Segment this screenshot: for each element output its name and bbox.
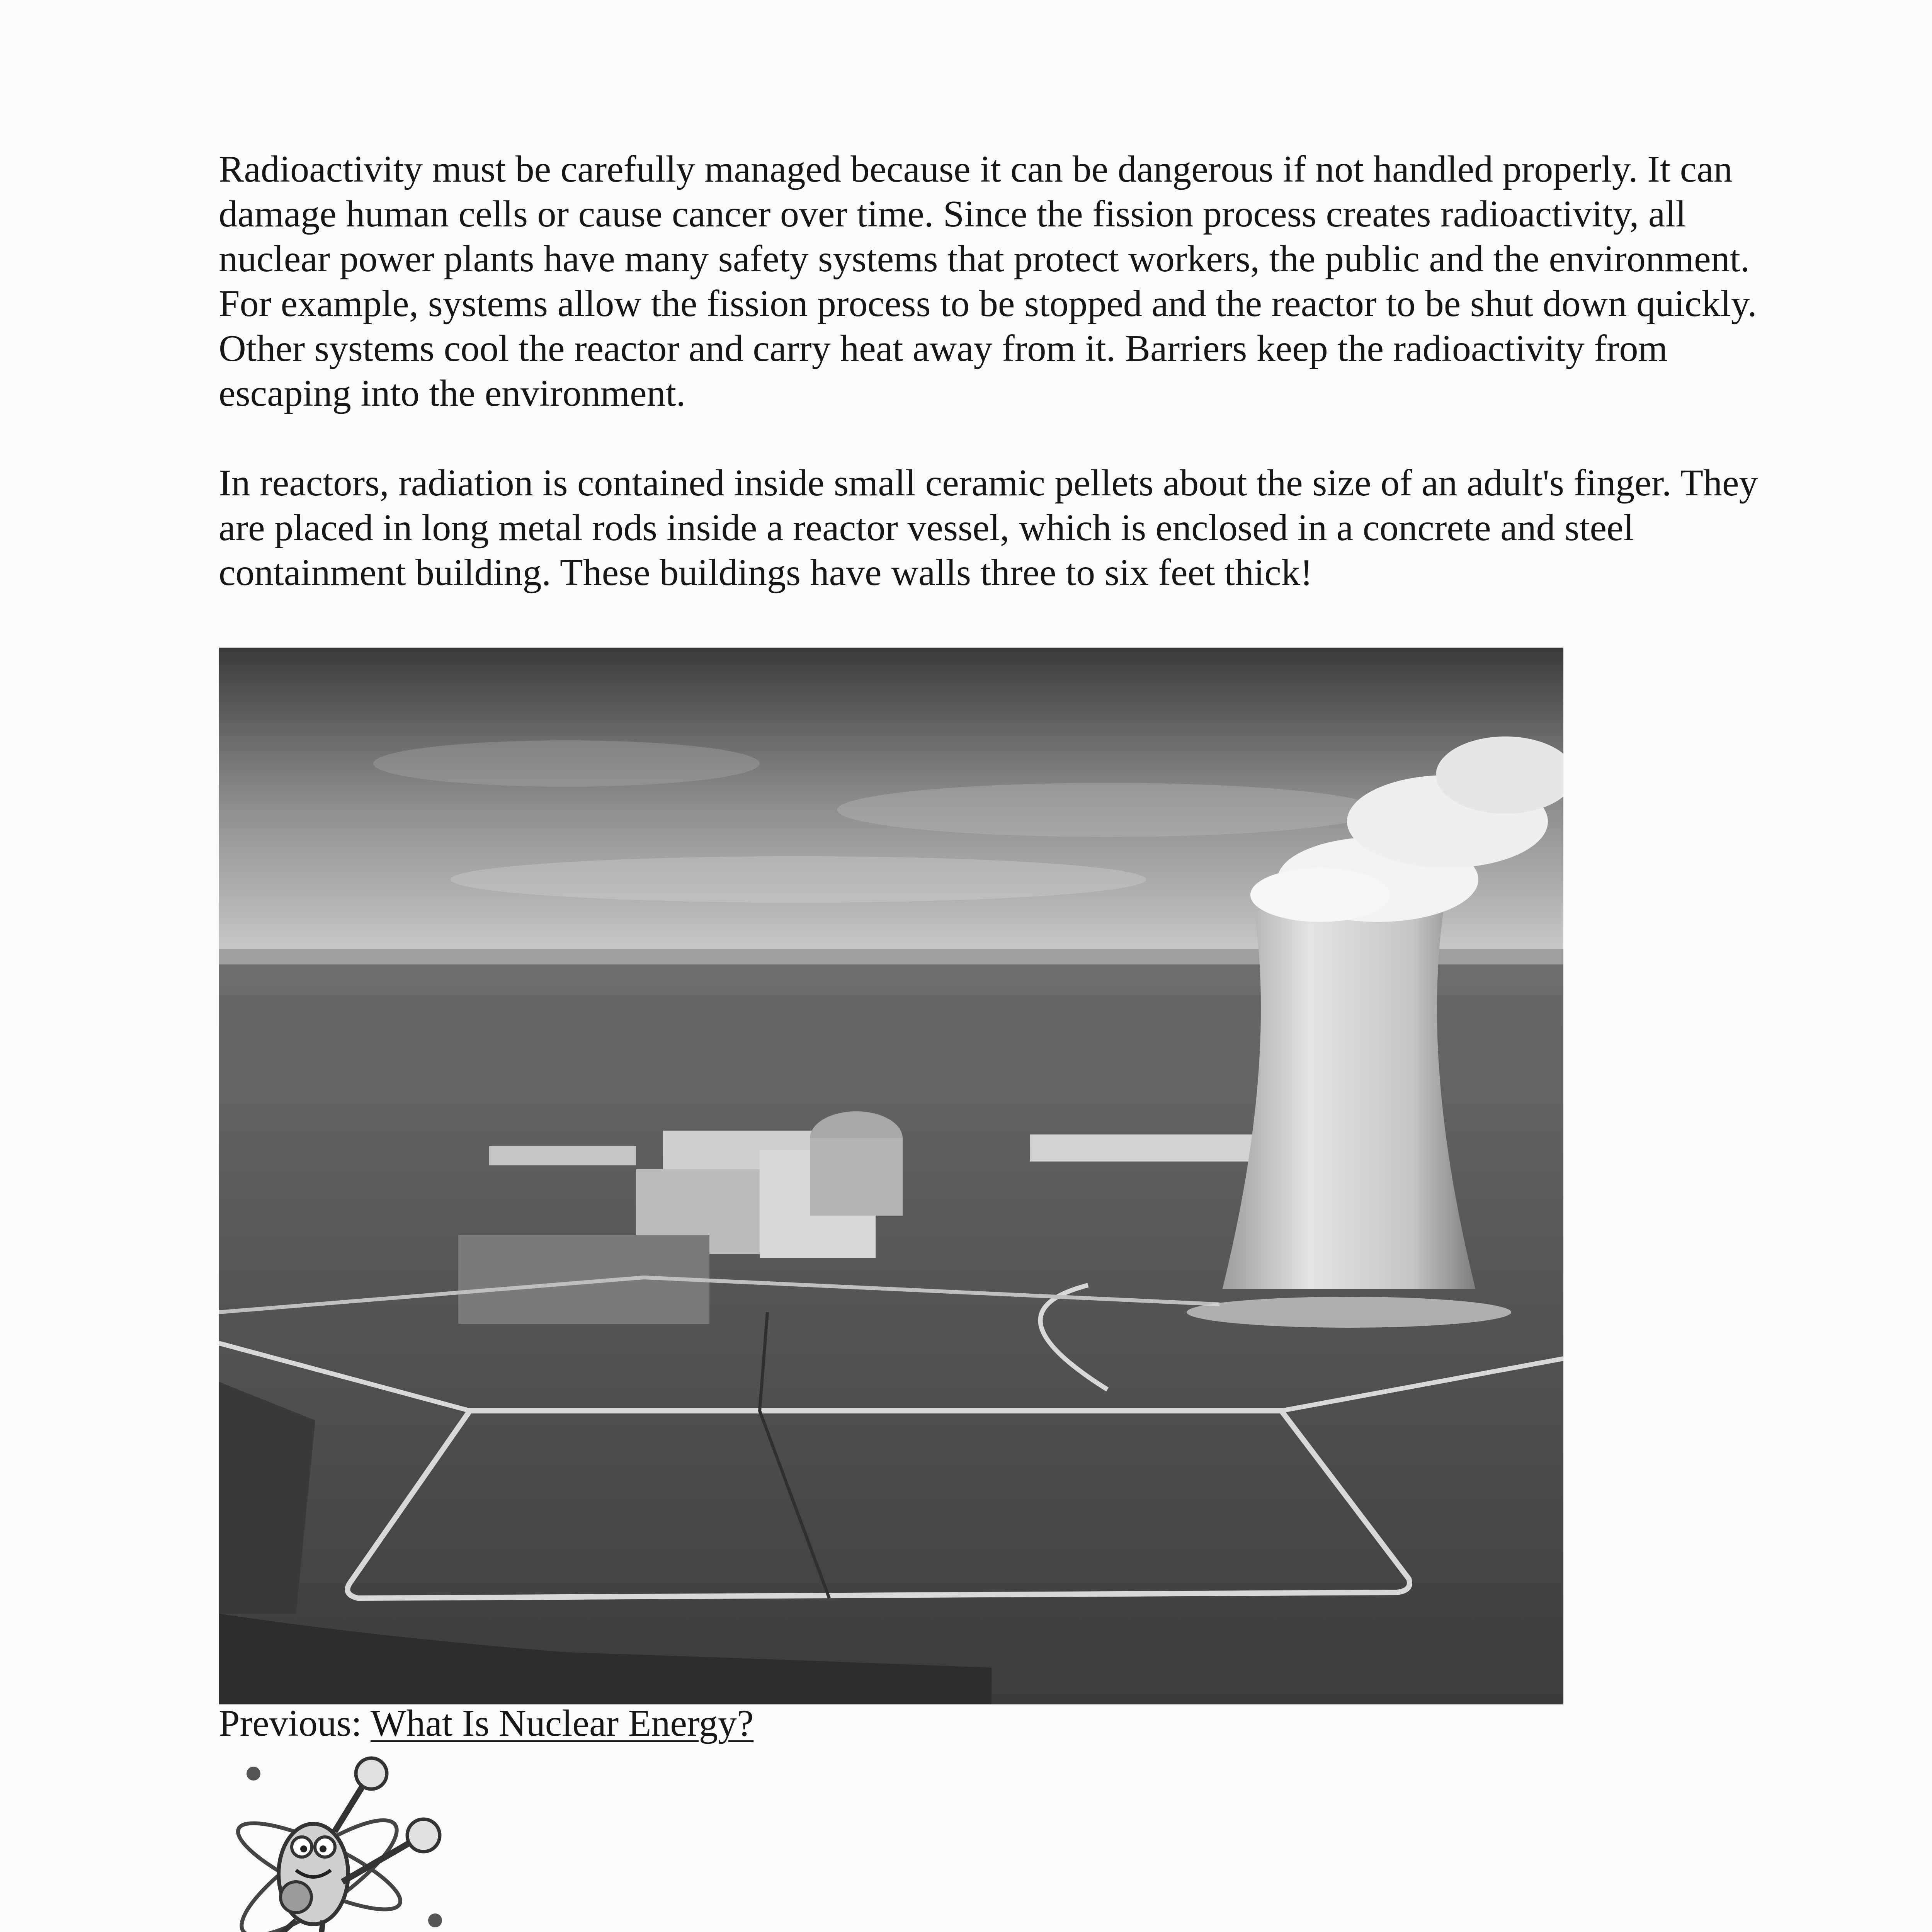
atom-mascot-icon: [219, 1750, 466, 1932]
previous-navigation: [219, 1701, 753, 1746]
previous-link[interactable]: What Is Nuclear Energy?: [370, 1702, 754, 1744]
nuclear-power-plant-photo: [219, 648, 1563, 1704]
paragraph-reactors: In reactors, radiation is contained inside small ceramic pellets about the size of an adult's finger. They are placed in long metal rods inside a reactor vessel, which is enclosed in a concrete and steel containment building. These buildings have walls three to six feet thick!: [219, 462, 1758, 594]
previous-label: Previous:: [219, 1702, 362, 1744]
body-text: [219, 147, 1803, 595]
paragraph-radioactivity: Radioactivity must be carefully managed because it can be dangerous if not handled properly. It can damage human cells or cause cancer over time. Since the fission process creates radioactivity, all nuclear power plants have many safety systems that protect workers, the public and the environment. For example, systems allow the fission process to be stopped and the reactor to be shut down quickly. Other systems cool the reactor and carry heat away from it. Barriers keep the radioactivity from escaping into the environment.: [219, 148, 1757, 414]
